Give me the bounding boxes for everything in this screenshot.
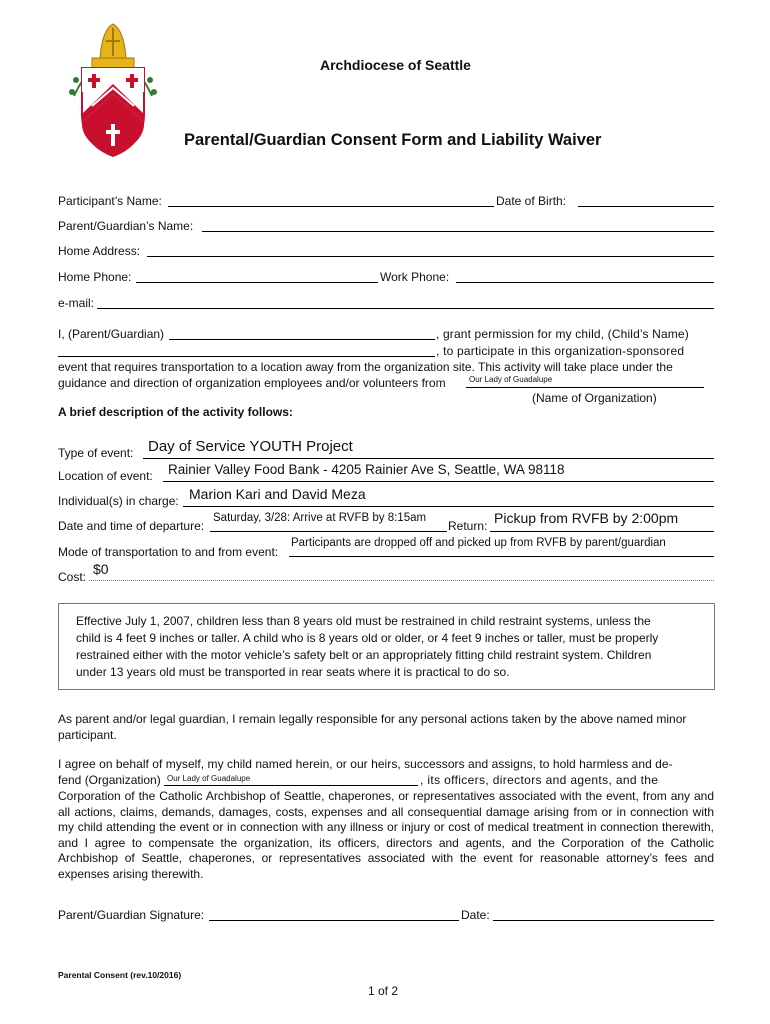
organization-value: Our Lady of Guadalupe <box>469 375 553 384</box>
departure-label: Date and time of departure: <box>58 519 205 533</box>
email-label: e-mail: <box>58 296 95 310</box>
notice-text <box>76 613 701 681</box>
event-type-label: Type of event: <box>58 446 134 460</box>
cost-field[interactable] <box>89 580 714 581</box>
event-type-field[interactable] <box>143 458 714 459</box>
transport-field[interactable] <box>289 556 714 557</box>
event-location-value: Rainier Valley Food Bank - 4205 Rainier Ave S, Seattle, WA 98118 <box>168 462 565 477</box>
signature-field[interactable] <box>209 920 459 921</box>
waiver-fend-end: , its officers, directors and agents, and the <box>420 773 659 787</box>
activity-heading: A brief description of the activity follows: <box>58 405 293 419</box>
in-charge-field[interactable] <box>183 506 714 507</box>
work-phone-field[interactable] <box>456 282 714 283</box>
form-revision: Parental Consent (rev.10/2016) <box>58 970 182 980</box>
child-restraint-notice <box>58 603 715 690</box>
signature-date-label: Date: <box>461 908 490 922</box>
participant-name-label: Participant’s Name: <box>58 194 162 208</box>
in-charge-value: Marion Kari and David Meza <box>189 486 366 502</box>
home-address-label: Home Address: <box>58 244 141 258</box>
participant-name-field[interactable] <box>168 206 494 207</box>
org-name: Archdiocese of Seattle <box>320 57 471 73</box>
waiver-organization-value: Our Lady of Guadalupe <box>167 774 251 783</box>
home-phone-field[interactable] <box>136 282 378 283</box>
email-field[interactable] <box>97 308 714 309</box>
permission-line4: guidance and direction of organization employees and/or volunteers from <box>58 376 446 390</box>
work-phone-label: Work Phone: <box>380 270 450 284</box>
responsibility-paragraph: As parent and/or legal guardian, I remain legally responsible for any personal actions taken by the above named minor participant. <box>58 712 687 742</box>
permission-child-field[interactable] <box>58 356 435 357</box>
notice-line-4: under 13 years old must be transported in rear seats where it is practical to do so. <box>76 665 510 679</box>
event-location-field[interactable] <box>163 481 714 482</box>
cost-value: $0 <box>93 561 109 577</box>
guardian-name-field[interactable] <box>202 231 714 232</box>
home-address-field[interactable] <box>147 256 714 257</box>
signature-date-field[interactable] <box>493 920 714 921</box>
dob-label: Date of Birth: <box>496 194 567 208</box>
archdiocese-crest-logo <box>62 22 164 160</box>
permission-guardian-field[interactable] <box>169 339 435 340</box>
permission-line2-end: , to participate in this organization-sponsored <box>436 344 685 358</box>
dob-field[interactable] <box>578 206 714 207</box>
permission-line1-end: , grant permission for my child, (Child’s Name) <box>436 327 689 341</box>
transport-label: Mode of transportation to and from event: <box>58 545 279 559</box>
organization-caption: (Name of Organization) <box>532 391 657 405</box>
page-number: 1 of 2 <box>368 984 399 998</box>
transport-value: Participants are dropped off and picked up from RVFB by parent/guardian <box>291 537 666 549</box>
waiver-organization-field[interactable] <box>164 785 418 786</box>
in-charge-label: Individual(s) in charge: <box>58 494 179 508</box>
departure-value: Saturday, 3/28: Arrive at RVFB by 8:15am <box>213 512 427 524</box>
event-type-value: Day of Service YOUTH Project <box>148 438 353 455</box>
home-phone-label: Home Phone: <box>58 270 132 284</box>
departure-field[interactable] <box>210 531 447 532</box>
notice-line-2: child is 4 feet 9 inches or taller. A child who is 8 years old or older, or 4 feet 9 inches or taller, must be properly <box>76 631 659 645</box>
form-title: Parental/Guardian Consent Form and Liability Waiver <box>184 131 602 149</box>
return-field[interactable] <box>490 531 714 532</box>
waiver-fend-label: fend (Organization) <box>58 773 161 787</box>
guardian-name-label: Parent/Guardian’s Name: <box>58 219 194 233</box>
return-label: Return: <box>448 519 488 533</box>
notice-line-3: restrained either with the motor vehicle’s safety belt or an appropriately fitting child restraint system. Children <box>76 648 652 662</box>
waiver-paragraph: Corporation of the Catholic Archbishop of Seattle, chaperones, or representatives associated with the event, from any and all actions, claims, demands, damages, costs, expenses and all consequential damage arising from or in connection with my child attending the event or in connection with any illness or injury or cost of medical treatment in connection therewith, and I agree to compensate the organization, its officers, directors and agents, and the Corporation of the Catholic Archbishop of Seattle, chaperones, or representatives associated with the event for reasonable attorney’s fees and expenses arising therewith. <box>58 789 714 881</box>
cost-label: Cost: <box>58 570 87 584</box>
event-location-label: Location of event: <box>58 469 153 483</box>
permission-line3: event that requires transportation to a location away from the organization site. This activity will take place under the <box>58 360 673 374</box>
organization-field[interactable] <box>466 387 704 388</box>
permission-guardian-label: I, (Parent/Guardian) <box>58 327 165 341</box>
signature-label: Parent/Guardian Signature: <box>58 908 205 922</box>
notice-line-1: Effective July 1, 2007, children less than 8 years old must be restrained in child restraint systems, unless the <box>76 614 651 628</box>
return-value: Pickup from RVFB by 2:00pm <box>494 510 679 526</box>
waiver-line-1: I agree on behalf of myself, my child named herein, or our heirs, successors and assigns, to hold harmless and de- <box>58 757 673 771</box>
